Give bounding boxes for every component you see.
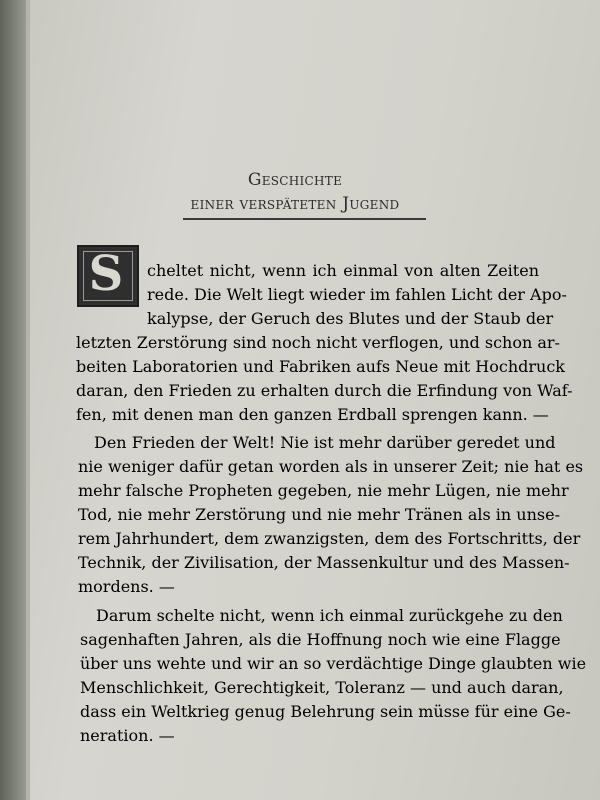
text-line: mordens. — xyxy=(78,577,175,596)
text-line: cheltet nicht, wenn ich einmal von alten Zeiten xyxy=(147,261,539,280)
text-line: letzten Zerstörung sind noch nicht verflogen, und schon ar- xyxy=(76,333,560,352)
title-underline-rule xyxy=(183,218,426,220)
text-line: nie weniger dafür getan worden als in unserer Zeit; nie hat es xyxy=(78,457,584,476)
text-line: Darum schelte nicht, wenn ich einmal zurückgehe zu den xyxy=(96,606,563,625)
text-line: daran, den Frieden zu erhalten durch die Erfindung von Waf- xyxy=(76,381,573,400)
text-line: fen, mit denen man den ganzen Erdball sprengen kann. — xyxy=(76,405,549,424)
text-line: sagenhaften Jahren, als die Hoffnung noch wie eine Flagge xyxy=(80,630,561,649)
text-line: kalypse, der Geruch des Blutes und der Staub der xyxy=(147,309,554,328)
dropcap-letter: S xyxy=(88,246,124,302)
chapter-title-line-2: einer verspäteten Jugend xyxy=(190,194,400,214)
text-line: rede. Die Welt liegt wieder im fahlen Licht der Apo- xyxy=(147,285,567,304)
text-line: Tod, nie mehr Zerstörung und nie mehr Tränen als in unse- xyxy=(78,505,560,524)
text-line: Menschlichkeit, Gerechtigkeit, Toleranz — und auch daran, xyxy=(80,678,564,697)
chapter-title xyxy=(150,168,440,216)
text-line: Technik, der Zivilisation, der Massenkultur und des Massen- xyxy=(78,553,570,572)
text-line: Den Frieden der Welt! Nie ist mehr darüber geredet und xyxy=(94,433,556,452)
text-line: mehr falsche Propheten gegeben, nie mehr Lügen, nie mehr xyxy=(78,481,569,500)
ornamental-dropcap xyxy=(77,245,139,307)
page-edge xyxy=(26,0,30,800)
text-line: über uns wehte und wir an so verdächtige Dinge glaubten wie xyxy=(80,654,587,673)
text-line: dass ein Weltkrieg genug Belehrung sein müsse für eine Ge- xyxy=(80,702,571,721)
chapter-title-line-1: Geschichte xyxy=(247,170,343,190)
text-line: neration. — xyxy=(80,726,175,745)
text-line: rem Jahrhundert, dem zwanzigsten, dem des Fortschritts, der xyxy=(78,529,581,548)
text-line: beiten Laboratorien und Fabriken aufs Neue mit Hochdruck xyxy=(76,357,565,376)
